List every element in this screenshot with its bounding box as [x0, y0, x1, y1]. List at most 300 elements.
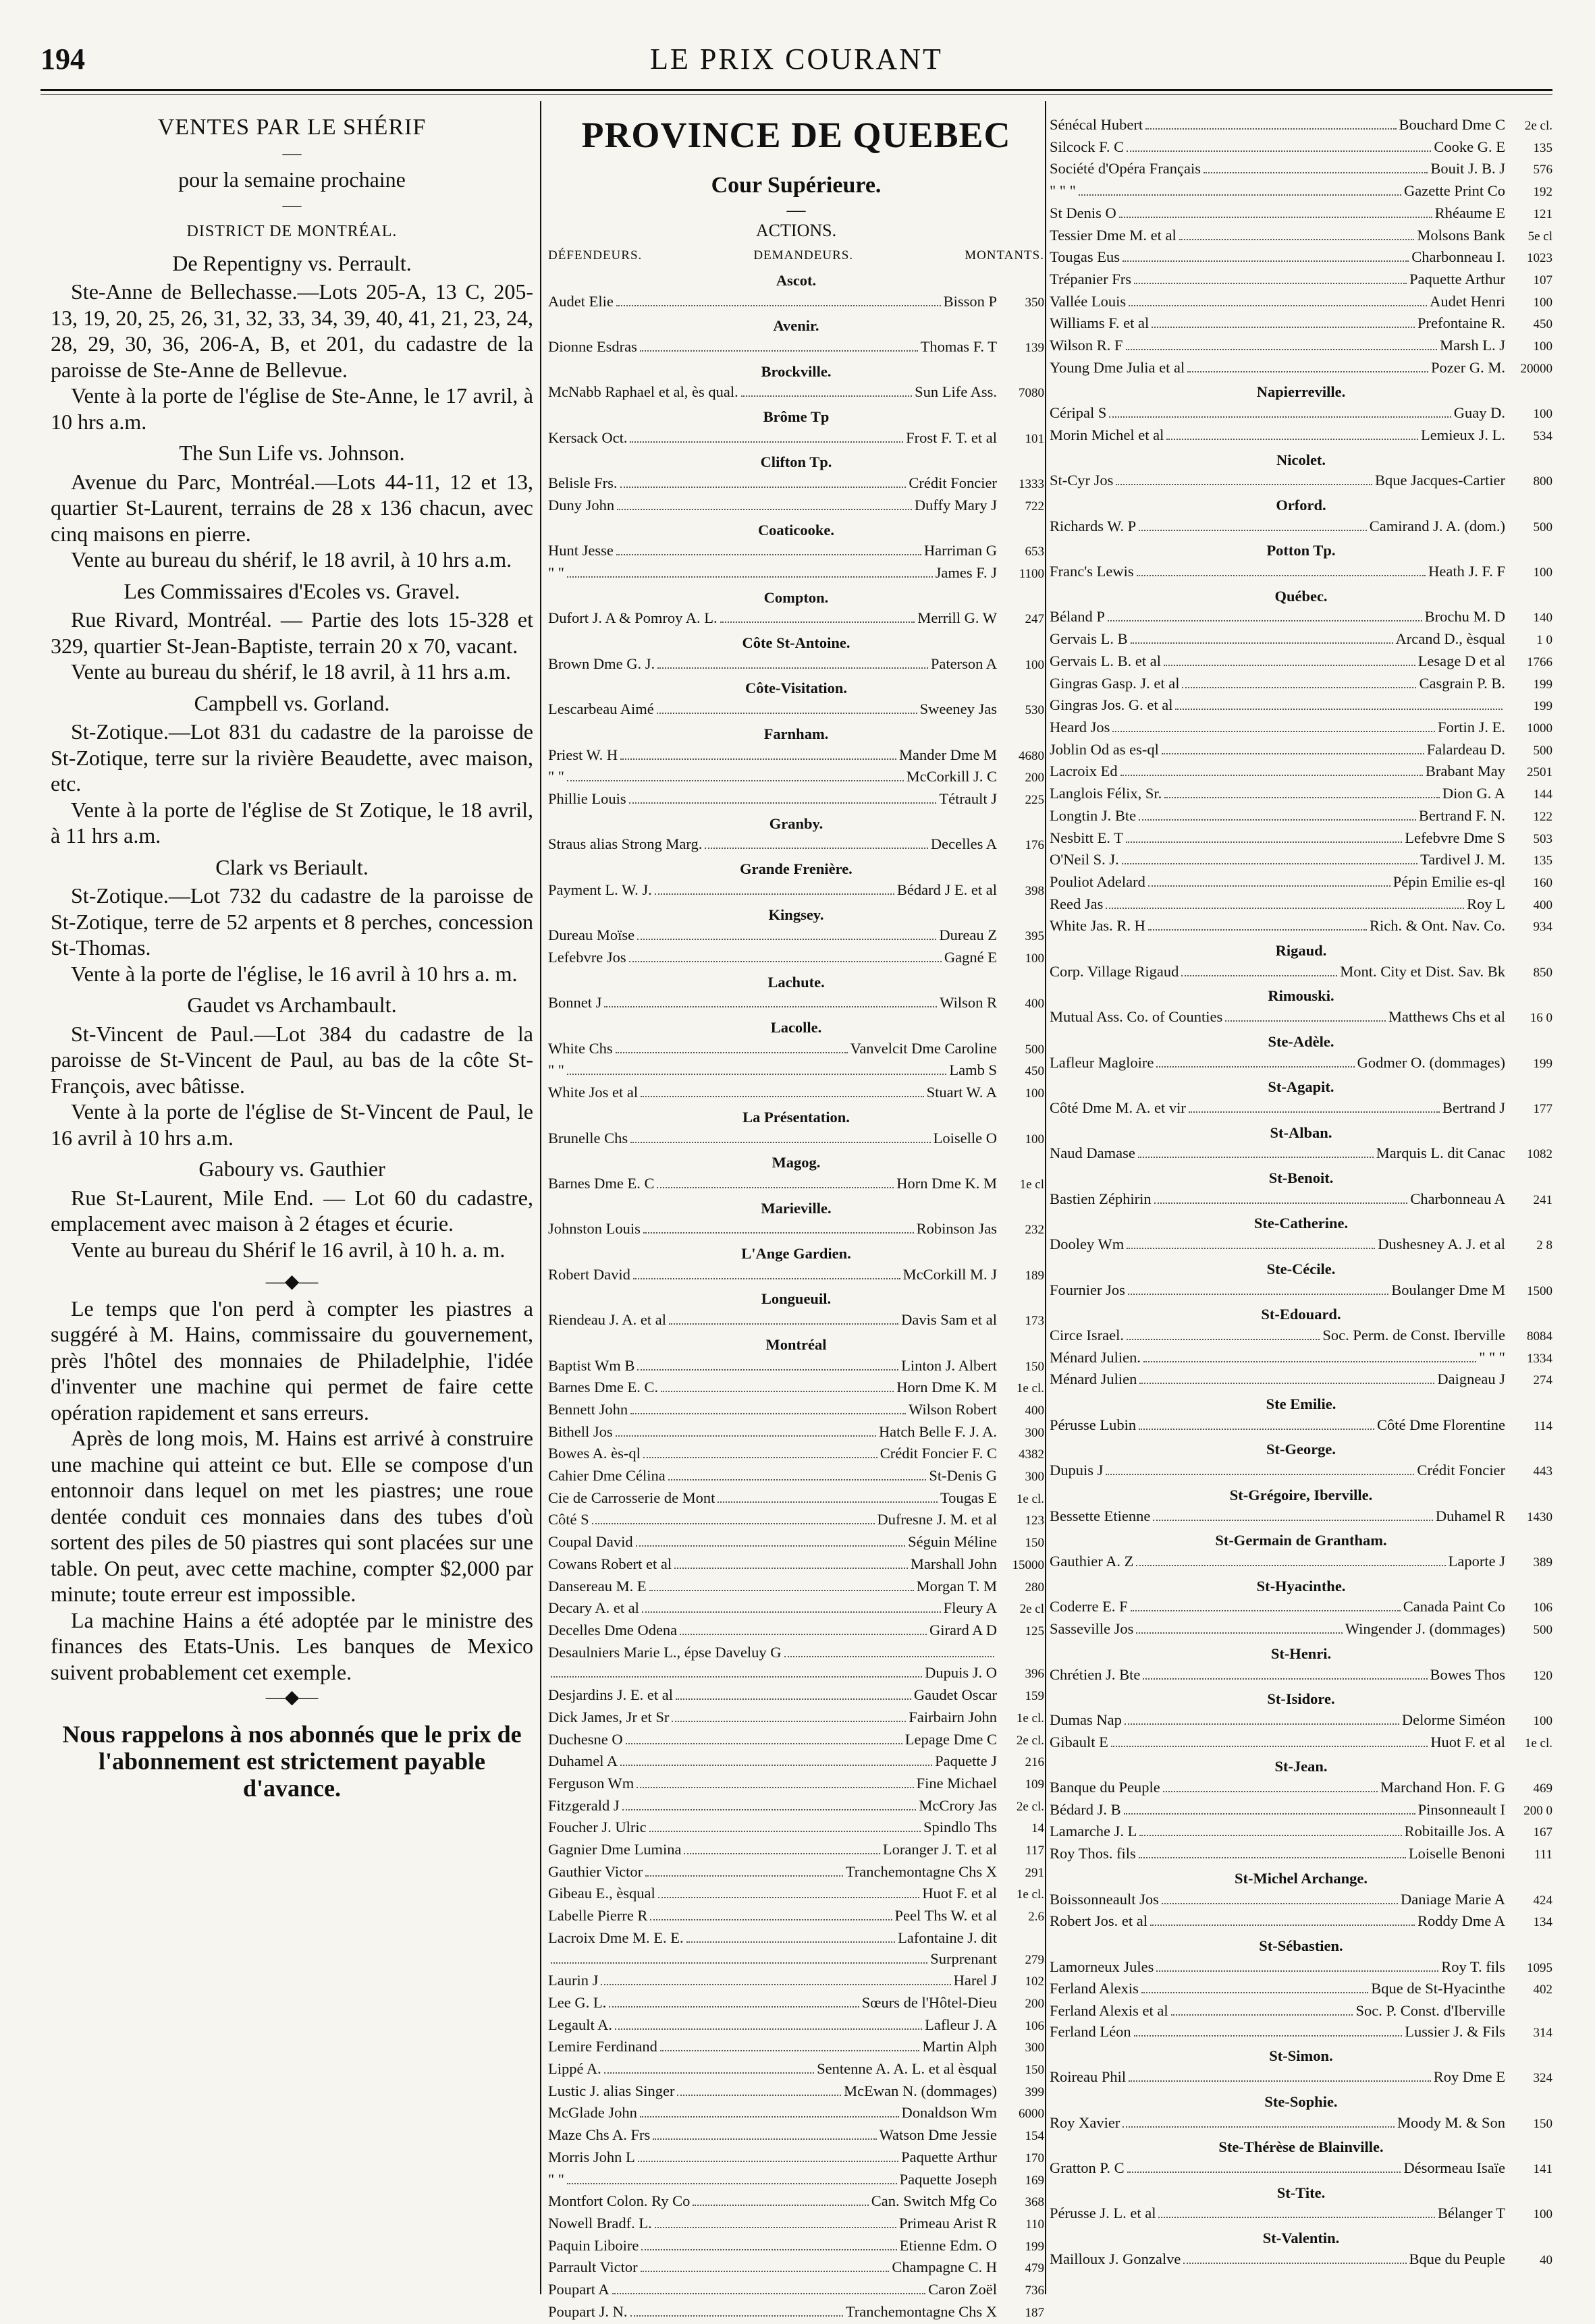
defendant: Tessier Dme M. et al: [1050, 226, 1177, 244]
amount: 167: [1533, 1825, 1552, 1840]
action-row: [1050, 516, 1552, 538]
amount: 500: [1533, 743, 1552, 758]
defendant: Franc's Lewis: [1050, 563, 1134, 580]
leader-dots: [616, 296, 941, 306]
plaintiff: Cooke G. E: [1434, 138, 1505, 155]
defendant: Richards W. P: [1050, 517, 1137, 534]
defendant: Hunt Jesse: [548, 542, 614, 559]
action-row: [1050, 247, 1552, 269]
defendant: Gingras Gasp. J. et al: [1050, 674, 1180, 692]
action-row: [548, 2081, 1044, 2103]
province-column-left: [548, 115, 1044, 2324]
amount: 450: [1533, 317, 1552, 332]
plaintiff: Soc. Perm. de Const. Iberville: [1322, 1326, 1505, 1344]
plaintiff: James F. J: [935, 563, 997, 581]
leader-dots: [604, 997, 937, 1007]
defendant: Poupart J. N.: [548, 2302, 628, 2320]
leader-dots: [1179, 229, 1415, 240]
plaintiff: McEwan N. (dommages): [844, 2082, 997, 2099]
plaintiff: Sentenne A. A. L. et al èsqual: [817, 2060, 997, 2078]
leader-dots: [592, 1514, 875, 1524]
plaintiff: Loiselle O: [933, 1129, 997, 1146]
plaintiff: Casgrain P. B.: [1419, 674, 1505, 692]
defendant: Bennett John: [548, 1400, 628, 1418]
action-row: [1050, 358, 1552, 380]
amount: 199: [1025, 2239, 1044, 2254]
leader-dots: [1225, 1011, 1386, 1022]
amount: 169: [1025, 2173, 1044, 2188]
defendant: Dumas Nap: [1050, 1711, 1122, 1728]
action-row: [1050, 2158, 1552, 2180]
action-row: [548, 337, 1044, 359]
plaintiff: Huot F. et al: [1430, 1733, 1505, 1750]
locality-heading: St-Alban.: [1270, 1124, 1332, 1141]
sale-case-title: Gaboury vs. Gauthier: [198, 1157, 385, 1181]
plaintiff: Peel Ths W. et al: [894, 1907, 997, 1925]
leader-dots: [616, 1043, 848, 1053]
action-row: [548, 947, 1044, 970]
action-row: [1050, 1665, 1552, 1687]
locality-heading: St-Benoit.: [1268, 1169, 1334, 1187]
action-row: [548, 1685, 1044, 1707]
action-row: [1050, 1979, 1552, 2001]
amount: 4680: [1019, 748, 1044, 763]
defendant: Lescarbeau Aimé: [548, 700, 654, 718]
action-row: [548, 2213, 1044, 2236]
sale-case-title: Gaudet vs Archambault.: [187, 993, 397, 1017]
amount: 111: [1534, 1848, 1552, 1862]
actions-list-continued: [1050, 115, 1552, 2271]
leader-dots: [1106, 898, 1464, 909]
defendant: Gibeau E., èsqual: [548, 1885, 655, 1902]
amount: 106: [1025, 2018, 1044, 2033]
leader-dots: [616, 1426, 876, 1437]
column-divider-2: [1045, 101, 1046, 2294]
amount: 123: [1025, 1514, 1044, 1528]
action-row: [548, 1443, 1044, 1466]
defendant: Johnston Louis: [548, 1220, 641, 1238]
action-row: [548, 1598, 1044, 1620]
locality-heading: Farnham.: [763, 725, 829, 742]
defendant: Côté Dme M. A. et vir: [1050, 1099, 1186, 1116]
plaintiff: Moody M. & Son: [1397, 2113, 1505, 2131]
amount: 2e cl.: [1016, 1799, 1044, 1814]
plaintiff: Marquis L. dit Canac: [1376, 1144, 1505, 1162]
plaintiff: Boulanger Dme M: [1391, 1281, 1505, 1298]
defendant: Poupart A: [548, 2281, 610, 2298]
action-row: [1050, 1821, 1552, 1844]
action-row: [548, 1928, 1044, 1949]
leader-dots: [626, 1734, 902, 1744]
leader-dots: [643, 1223, 914, 1234]
leader-dots: [650, 1910, 892, 1920]
actions-list: [548, 271, 1044, 2324]
leader-dots: [674, 1558, 908, 1569]
plaintiff: McCrory Jas: [919, 1796, 997, 1814]
defendant: Lamarche J. L: [1050, 1823, 1137, 1840]
leader-dots: [1109, 407, 1451, 418]
locality-heading: La Présentation.: [742, 1108, 850, 1126]
amount: 135: [1533, 140, 1552, 155]
leader-dots: [1134, 2026, 1403, 2037]
plaintiff: Horn Dme K. M: [896, 1379, 997, 1396]
plaintiff: Stuart W. A: [926, 1084, 997, 1101]
defendant: Bédard J. B: [1050, 1800, 1121, 1818]
amount: 7080: [1019, 386, 1044, 401]
defendant: Laurin J: [548, 1972, 599, 1989]
amount: 114: [1534, 1418, 1552, 1433]
leader-dots: [1171, 2005, 1353, 2016]
amount: 102: [1025, 1974, 1044, 1989]
amount: 200: [1025, 1996, 1044, 2011]
leader-dots: [1137, 565, 1426, 576]
sales-list: [51, 250, 533, 1263]
plaintiff: Wilson R: [940, 994, 997, 1012]
leader-dots: [1182, 677, 1416, 688]
sheriff-sales-column: [51, 115, 533, 1802]
leader-dots: [649, 1580, 914, 1591]
leader-dots: [680, 1624, 927, 1635]
leader-dots: [1131, 1601, 1401, 1611]
plaintiff: Rich. & Ont. Nav. Co.: [1369, 917, 1505, 935]
defendant: Pouliot Adelard: [1050, 873, 1145, 890]
defendant: Circe Israel.: [1050, 1326, 1124, 1344]
plaintiff: Loiselle Benoni: [1408, 1845, 1505, 1862]
amount: 109: [1025, 1777, 1044, 1792]
defendant: Dufort J. A & Pomroy A. L.: [548, 609, 718, 627]
sale-case-title: Les Commissaires d'Ecoles vs. Gravel.: [124, 578, 460, 603]
leader-dots: [1126, 832, 1402, 843]
plaintiff: Pinsonneault I: [1417, 1800, 1505, 1818]
locality-heading: Côte St-Antoine.: [742, 634, 850, 652]
defendant: Sénécal Hubert: [1050, 116, 1143, 133]
leader-dots: [1127, 1329, 1320, 1340]
plaintiff: Huot F. et al: [922, 1885, 997, 1902]
plaintiff: Roy L: [1467, 895, 1505, 912]
locality-heading: Montréal: [765, 1335, 827, 1353]
plaintiff: Hatch Belle F. J. A.: [878, 1422, 997, 1440]
defendant: Joblin Od as es-ql: [1050, 740, 1159, 758]
leader-dots: [657, 658, 928, 669]
amount: 8084: [1527, 1329, 1552, 1344]
action-row: [548, 1173, 1044, 1196]
amount: 443: [1533, 1464, 1552, 1479]
amount: 15000: [1012, 1557, 1044, 1572]
leader-dots: [1187, 362, 1428, 372]
defendant: " ": [548, 1061, 564, 1079]
amount: 300: [1025, 2041, 1044, 2055]
leader-dots: [655, 2217, 896, 2228]
leader-dots: [1129, 296, 1427, 306]
leader-dots: [1141, 1983, 1368, 1993]
amount: 100: [1025, 657, 1044, 672]
plaintiff: Fine Michael: [916, 1774, 997, 1792]
locality-heading: Québec.: [1274, 587, 1328, 605]
action-row: [1050, 740, 1552, 762]
plaintiff: Prefontaine R.: [1417, 314, 1505, 332]
defendant: Foucher J. Ulric: [548, 1819, 647, 1836]
defendant: Tougas Eus: [1050, 248, 1120, 266]
amount: 106: [1533, 1601, 1552, 1615]
sale-paragraph: Vente à la porte de l'église de St Zotique, le 18 avril, à 11 hrs a.m.: [51, 797, 533, 848]
amount: 1e cl.: [1016, 1887, 1044, 1902]
amount: 100: [1533, 339, 1552, 354]
leader-dots: [1108, 611, 1422, 621]
leader-dots: [1119, 207, 1432, 218]
defendant: Lippé A.: [548, 2060, 601, 2078]
amount: 199: [1533, 699, 1552, 714]
leader-dots: [1181, 966, 1337, 976]
defendant: Gratton P. C: [1050, 2159, 1125, 2176]
plaintiff: Primeau Arist R: [899, 2214, 997, 2232]
amount: 1095: [1527, 1960, 1552, 1975]
locality-heading: St-Sébastien.: [1259, 1937, 1343, 1954]
leader-dots: [668, 1470, 927, 1481]
action-row: [548, 1620, 1044, 1642]
plaintiff: Donaldson Wm: [901, 2104, 997, 2122]
defendant: Phillie Louis: [548, 790, 626, 807]
locality-heading: Ste Emilie.: [1266, 1395, 1336, 1413]
defendant: Cie de Carrosserie de Mont: [548, 1489, 715, 1506]
amount: 120: [1533, 1668, 1552, 1683]
action-row: [548, 608, 1044, 630]
leader-dots: [1079, 185, 1401, 196]
amount: 300: [1025, 1425, 1044, 1440]
leader-dots: [658, 1887, 920, 1898]
plaintiff: Brabant May: [1425, 763, 1505, 780]
plaintiff: Charbonneau A: [1410, 1190, 1505, 1207]
divider: —: [282, 142, 302, 164]
amount: 100: [1025, 1132, 1044, 1146]
action-row: [548, 2015, 1044, 2037]
locality-heading: Clifton Tp.: [760, 453, 832, 471]
article-paragraph: Après de long mois, M. Hains est arrivé à construire une machine qui atteint ce but. Elle se compose d'un entonnoir dans lequel on met les piastres; une roue dentée conduit ces monnaies dans des tubes d'où sortent des piles de 50 piastres qui sont placées sur une table. On peut, avec cette machine, compter $2,000 par minute; toute erreur est impossible.: [51, 1426, 533, 1606]
plaintiff: Marshall John: [910, 1555, 997, 1572]
defendant: Longtin J. Bte: [1050, 806, 1137, 824]
amount: 1500: [1527, 1283, 1552, 1298]
defendant: Young Dme Julia et al: [1050, 358, 1185, 376]
amount: 400: [1025, 1403, 1044, 1418]
locality-heading: Magog.: [772, 1154, 821, 1171]
amount: 2501: [1527, 765, 1552, 780]
amount: 1082: [1527, 1147, 1552, 1162]
action-row: [1050, 470, 1552, 493]
plaintiff: Fairbairn John: [909, 1708, 997, 1725]
leader-dots: [741, 386, 912, 397]
defendant: Brunelle Chs: [548, 1129, 628, 1146]
defendant: Ferland Alexis: [1050, 1980, 1139, 1997]
action-row: [1050, 806, 1552, 828]
action-row: [1050, 269, 1552, 292]
leader-dots: [620, 749, 896, 760]
sale-paragraph: Rue St-Laurent, Mile End. — Lot 60 du cadastre, emplacement avec maison à 2 étages et écurie.: [51, 1185, 533, 1236]
action-row: [1050, 203, 1552, 225]
amount: 800: [1533, 474, 1552, 489]
leader-dots: [567, 567, 933, 578]
leader-dots: [1145, 119, 1396, 130]
plaintiff: Dufresne J. M. et al: [877, 1511, 997, 1528]
amount: 189: [1025, 1268, 1044, 1283]
defendant: Heard Jos: [1050, 718, 1110, 736]
amount: 144: [1533, 787, 1552, 802]
amount: 402: [1533, 1983, 1552, 1997]
action-row: [1050, 1619, 1552, 1641]
defendant: Wilson R. F: [1050, 337, 1123, 354]
defendant: " " ": [1050, 182, 1076, 200]
amount: 1000: [1527, 721, 1552, 736]
amount: 395: [1025, 929, 1044, 944]
action-row: [548, 428, 1044, 450]
leader-dots: [1120, 765, 1423, 776]
amount: 2e cl.: [1524, 119, 1552, 133]
action-row: [1050, 335, 1552, 358]
amount: 314: [1533, 2025, 1552, 2040]
column-divider-1: [540, 101, 541, 2294]
leader-dots: [630, 2306, 843, 2317]
plaintiff: Vanvelcit Dme Caroline: [850, 1039, 997, 1057]
amount: 14: [1031, 1821, 1044, 1836]
plaintiff: Bque Jacques-Cartier: [1374, 472, 1505, 489]
sale-case-title: De Repentigny vs. Perrault.: [172, 250, 412, 275]
plaintiff: St-Denis G: [929, 1467, 997, 1485]
plaintiff: Bque de St-Hyacinthe: [1371, 1980, 1505, 1997]
plaintiff: Loranger J. T. et al: [882, 1841, 997, 1858]
plaintiff: Bque du Peuple: [1409, 2250, 1505, 2267]
leader-dots: [620, 477, 907, 488]
action-row: [1050, 1506, 1552, 1528]
plaintiff: Watson Dme Jessie: [879, 2126, 997, 2144]
defendant: Cowans Robert et al: [548, 1555, 672, 1572]
action-row: [548, 880, 1044, 902]
amount: 6000: [1019, 2107, 1044, 2122]
defendant: Pérusse Lubin: [1050, 1416, 1137, 1433]
defendant: Roireau Phil: [1050, 2068, 1127, 2086]
leader-dots: [1134, 273, 1407, 284]
sale-paragraph: Vente à la porte de l'église, le 16 avril à 10 hrs a. m.: [71, 961, 518, 986]
defendant: Dupuis J: [1050, 1462, 1104, 1479]
leader-dots: [657, 1178, 894, 1188]
action-row: [1050, 828, 1552, 850]
plaintiff: Merrill G. W: [917, 609, 997, 627]
leader-dots: [1204, 163, 1428, 173]
locality-heading: Granby.: [769, 814, 823, 832]
sale-paragraph: Vente au bureau du shérif, le 18 avril, à 10 hrs a.m.: [71, 547, 512, 572]
action-row: [548, 767, 1044, 789]
amount: 232: [1025, 1223, 1044, 1238]
defendant: Gervais L. B: [1050, 630, 1128, 648]
amount: 722: [1025, 499, 1044, 514]
plaintiff: Pozer G. M.: [1431, 358, 1505, 376]
action-row: [548, 1796, 1044, 1818]
leader-dots: [684, 1844, 880, 1854]
amount: 192: [1533, 185, 1552, 200]
action-row: [548, 745, 1044, 767]
defendant: Audet Elie: [548, 292, 614, 310]
leader-dots: [640, 341, 918, 352]
amount: 150: [1025, 1359, 1044, 1374]
leader-dots: [1143, 1352, 1476, 1362]
sale-paragraph: Avenue du Parc, Montréal.—Lots 44-11, 12 et 13, quartier St-Laurent, terrains de 28 x 136 chacun, avec cinq maisons en pierre.: [51, 469, 533, 546]
sale-case-title: Clark vs Beriault.: [215, 854, 369, 879]
locality-heading: St-George.: [1266, 1441, 1336, 1458]
action-row: [1050, 159, 1552, 181]
amount: 139: [1025, 340, 1044, 355]
leader-dots: [676, 1689, 911, 1700]
action-row: [548, 2191, 1044, 2213]
leader-dots: [645, 1866, 843, 1877]
amount: 100: [1025, 951, 1044, 966]
plaintiff: Falardeau D.: [1426, 740, 1505, 758]
leader-dots: [636, 1536, 906, 1547]
locality-heading: St-Agapit.: [1268, 1078, 1334, 1096]
leader-dots: [630, 432, 903, 443]
defendant: Kersack Oct.: [548, 428, 628, 446]
leader-dots: [641, 1086, 924, 1097]
page-header: [40, 42, 1552, 82]
defendant: Banque du Peuple: [1050, 1779, 1160, 1796]
locality-heading: Nicolet.: [1276, 451, 1326, 468]
action-row: [548, 1949, 1044, 1971]
defendant: Lacroix Ed: [1050, 763, 1118, 780]
plaintiff: Sweeney Jas: [919, 700, 997, 718]
locality-heading: Avenir.: [773, 317, 819, 335]
amount: 140: [1533, 611, 1552, 626]
actions-label: ACTIONS.: [755, 221, 837, 241]
action-row: [1050, 115, 1552, 137]
amount: 173: [1025, 1314, 1044, 1329]
defendant: Maze Chs A. Frs: [548, 2126, 651, 2144]
defendant: Roy Xavier: [1050, 2113, 1120, 2131]
leader-dots: [551, 1667, 922, 1678]
action-row: [548, 1400, 1044, 1422]
leader-dots: [1156, 1057, 1354, 1068]
amount: 398: [1025, 883, 1044, 898]
plaintiff: Lamb S: [949, 1061, 997, 1079]
locality-heading: Ste-Adèle.: [1268, 1032, 1334, 1050]
leader-dots: [609, 1997, 859, 2008]
leader-dots: [567, 2174, 897, 2184]
action-row: [548, 1377, 1044, 1400]
defendant: Lustic J. alias Singer: [548, 2082, 675, 2099]
action-row: [548, 1707, 1044, 1730]
action-row: [1050, 137, 1552, 159]
plaintiff: Crédit Foncier: [1417, 1462, 1505, 1479]
amount: 653: [1025, 545, 1044, 559]
leader-dots: [1123, 2117, 1395, 2128]
leader-dots: [1150, 1915, 1415, 1926]
plaintiff: Caron Zoël: [928, 2281, 997, 2298]
action-row: [548, 563, 1044, 585]
defendant: O'Neil S. J.: [1050, 851, 1119, 868]
locality-heading: Kingsey.: [768, 906, 824, 923]
plaintiff: Bouit J. B. J: [1430, 160, 1505, 177]
leader-dots: [616, 545, 921, 555]
action-row: [1050, 894, 1552, 916]
defendant: Belisle Frs.: [548, 474, 618, 492]
plaintiff: Dion G. A: [1442, 785, 1505, 802]
leader-dots: [1139, 1419, 1374, 1430]
defendant: Coupal David: [548, 1533, 633, 1551]
amount: 450: [1025, 1064, 1044, 1079]
defendant: Naud Damase: [1050, 1144, 1135, 1162]
action-row: [1050, 292, 1552, 314]
amount: 1 0: [1536, 633, 1552, 648]
defendant: Reed Jas: [1050, 895, 1104, 912]
article-paragraph: Le temps que l'on perd à compter les piastres a suggéré à M. Hains, commissaire du gouvernement, près l'hôtel des monnaies de Philadelphie, l'idée d'inventer une machine qui permet de faire cette opération rapidement et sans erreurs.: [51, 1296, 533, 1424]
leader-dots: [1139, 1373, 1434, 1384]
leader-dots: [615, 2019, 922, 2030]
leader-dots: [1106, 1464, 1414, 1475]
